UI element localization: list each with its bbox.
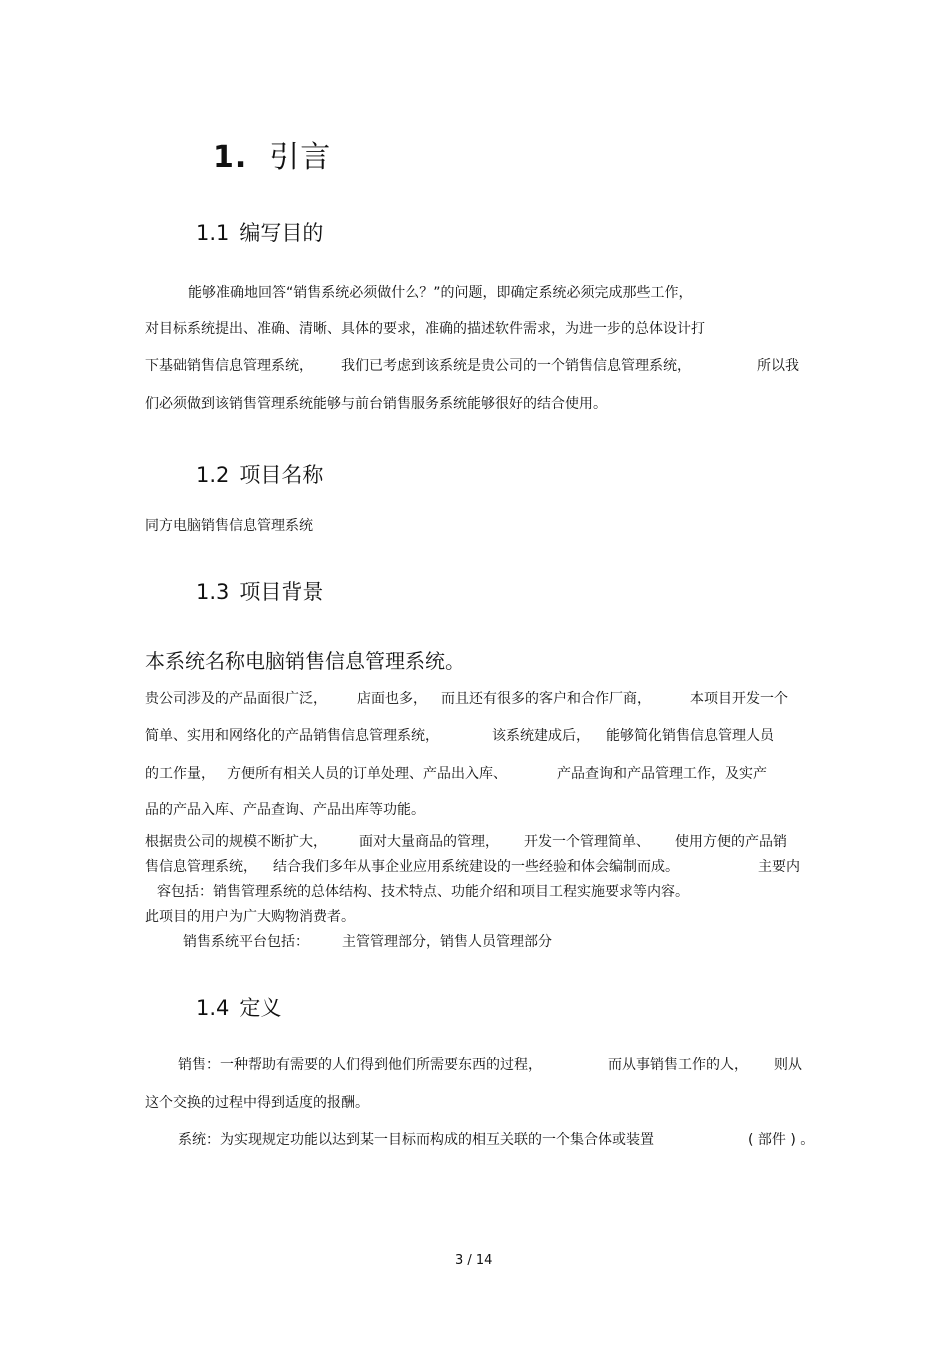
paragraph-line: 根据贵公司的规模不断扩大， — [145, 834, 327, 850]
paragraph-line: 品的产品入库、产品查询、产品出库等功能。 — [145, 802, 425, 818]
paragraph-line: 主要内 — [758, 859, 800, 875]
paragraph-line: 销售系统平台包括： — [183, 934, 309, 950]
paragraph-line: 我们已考虑到该系统是贵公司的一个销售信息管理系统， — [341, 358, 691, 374]
definition-line: 这个交换的过程中得到适度的报酬。 — [145, 1095, 369, 1111]
paragraph-line: 面对大量商品的管理， — [359, 834, 499, 850]
project-name: 同方电脑销售信息管理系统 — [145, 518, 313, 534]
section-heading-1-2 — [196, 459, 323, 489]
paragraph-line: 们必须做到该销售管理系统能够与前台销售服务系统能够很好的结合使用。 — [145, 396, 607, 412]
paragraph-line: 贵公司涉及的产品面很广泛， — [145, 691, 327, 707]
paragraph-line: 使用方便的产品销 — [675, 834, 787, 850]
definition-line: 而从事销售工作的人， — [608, 1057, 748, 1073]
paragraph-line: 容包括：销售管理系统的总体结构、技术特点、功能介绍和项目工程实施要求等内容。 — [157, 884, 689, 900]
paragraph-line: 对目标系统提出、准确、清晰、具体的要求，准确的描述软件需求，为进一步的总体设计打 — [145, 321, 705, 337]
paragraph-line: 而且还有很多的客户和合作厂商， — [441, 691, 651, 707]
paragraph-line: 主管管理部分，销售人员管理部分 — [342, 934, 552, 950]
paragraph-line: 此项目的用户为广大购物消费者。 — [145, 909, 355, 925]
paragraph-line: 能够准确地回答“销售系统必须做什么？”的问题，即确定系统必须完成那些工作， — [188, 285, 693, 301]
chapter-number: 1. — [213, 140, 248, 175]
paragraph-line: 下基础销售信息管理系统， — [145, 358, 313, 374]
paragraph-line: 方便所有相关人员的订单处理、产品出入库、 — [227, 766, 507, 782]
paragraph-line: 店面也多， — [357, 691, 427, 707]
definition-line: 销售：一种帮助有需要的人们得到他们所需要东西的过程， — [178, 1057, 542, 1073]
paragraph-line: 能够简化销售信息管理人员 — [606, 728, 774, 744]
definition-line: 则从 — [774, 1057, 802, 1073]
section-number: 1.3 — [196, 580, 230, 604]
paragraph-line: 的工作量， — [145, 766, 215, 782]
chapter-title: 引言 — [269, 140, 332, 175]
section-heading-1-4 — [196, 992, 281, 1022]
paragraph-line: 该系统建成后， — [492, 728, 590, 744]
paragraph-line: 本项目开发一个 — [690, 691, 788, 707]
section-number: 1.1 — [196, 221, 230, 245]
page-number: 3 / 14 — [455, 1253, 493, 1268]
section-title: 项目背景 — [239, 580, 324, 604]
paragraph-line: 结合我们多年从事企业应用系统建设的一些经验和体会编制而成。 — [273, 859, 679, 875]
section-heading-1-1 — [196, 217, 323, 247]
paragraph-line: 所以我 — [757, 358, 799, 374]
chapter-heading — [213, 132, 331, 176]
section-title: 编写目的 — [239, 221, 324, 245]
lead-sentence: 本系统名称电脑销售信息管理系统。 — [145, 649, 465, 673]
section-title: 定义 — [239, 996, 282, 1020]
definition-line: ( 部件 ) 。 — [748, 1132, 815, 1148]
paragraph-line: 售信息管理系统， — [145, 859, 257, 875]
section-title: 项目名称 — [239, 463, 324, 487]
paragraph-line: 开发一个管理简单、 — [524, 834, 650, 850]
paragraph-line: 简单、实用和网络化的产品销售信息管理系统， — [145, 728, 439, 744]
paragraph-line: 产品查询和产品管理工作，及实产 — [557, 766, 767, 782]
section-number: 1.4 — [196, 996, 230, 1020]
section-heading-1-3 — [196, 576, 323, 606]
section-number: 1.2 — [196, 463, 230, 487]
definition-line: 系统：为实现规定功能以达到某一目标而构成的相互关联的一个集合体或装置 — [178, 1132, 654, 1148]
